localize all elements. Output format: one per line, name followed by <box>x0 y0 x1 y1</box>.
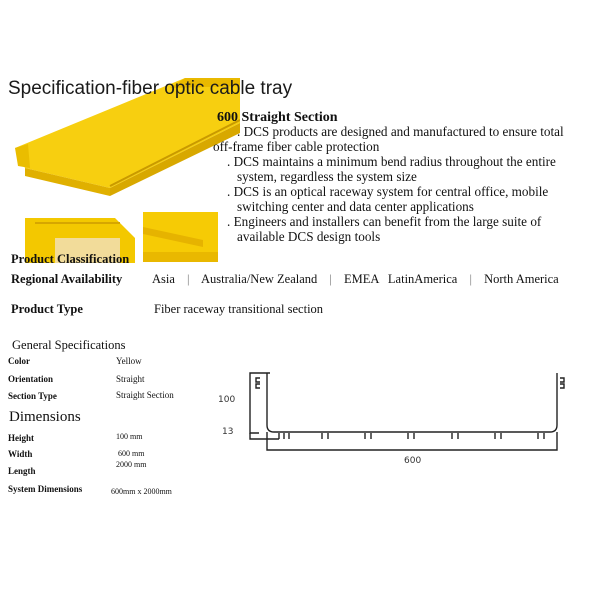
feature-item <box>213 214 598 244</box>
dim-value-width: 600 mm <box>118 449 145 458</box>
separator: | <box>329 272 332 286</box>
cable-tray-detail-image <box>143 212 218 262</box>
region-latin-america: LatinAmerica <box>387 272 458 286</box>
feature-text: . DCS is an optical raceway system for central office, mobile <box>227 184 549 199</box>
feature-text: system, regardless the system size <box>237 169 417 184</box>
spec-value-color: Yellow <box>116 356 142 366</box>
spec-label-orientation: Orientation <box>8 374 53 384</box>
product-type-label: Product Type <box>11 302 83 316</box>
dim-label-height: Height <box>8 433 34 443</box>
dimensions-heading: Dimensions <box>9 409 81 425</box>
spec-value-orientation: Straight <box>116 374 145 384</box>
dim-value-height: 100 mm <box>116 432 143 441</box>
base-dimension-label: 13 <box>222 427 234 437</box>
feature-list <box>213 124 598 244</box>
tray-cross-section-diagram <box>212 370 597 470</box>
section-heading: 600 Straight Section <box>217 110 338 125</box>
dim-label-length: Length <box>8 466 36 476</box>
spec-label-color: Color <box>8 356 30 366</box>
feature-text: off-frame fiber cable protection <box>213 139 380 154</box>
general-specifications-heading: General Specifications <box>12 338 126 352</box>
region-emea: EMEA <box>344 272 379 286</box>
regional-availability-label: Regional Availability <box>11 272 123 286</box>
width-dimension-label: 600 <box>404 456 422 466</box>
feature-text: . DCS maintains a minimum bend radius throughout the entire <box>227 154 556 169</box>
dim-value-system: 600mm x 2000mm <box>111 487 172 496</box>
separator: | <box>187 272 190 286</box>
feature-text: switching center and data center applications <box>237 199 474 214</box>
feature-item <box>213 154 598 184</box>
height-dimension-label: 100 <box>218 395 236 405</box>
product-type-value: Fiber raceway transitional section <box>154 302 324 316</box>
dim-label-system: System Dimensions <box>8 484 83 494</box>
region-north-america: North America <box>484 272 559 286</box>
spec-value-section-type: Straight Section <box>116 390 174 400</box>
regional-availability-values <box>152 272 559 287</box>
spec-label-section-type: Section Type <box>8 391 57 401</box>
page-title: Specification-fiber optic cable tray <box>8 78 293 99</box>
region-asia: Asia <box>152 272 175 286</box>
feature-item <box>213 124 598 154</box>
dim-value-length: 2000 mm <box>116 460 147 469</box>
product-classification-heading: Product Classification <box>11 252 130 266</box>
feature-text: . DCS products are designed and manufactured to ensure total <box>237 124 564 139</box>
region-australia-nz: Australia/New Zealand <box>201 272 318 286</box>
feature-item <box>213 184 598 214</box>
feature-text: . Engineers and installers can benefit from the large suite of <box>227 214 542 229</box>
dim-label-width: Width <box>8 449 33 459</box>
separator: | <box>469 272 472 286</box>
base-clips <box>279 433 544 439</box>
feature-text: available DCS design tools <box>237 229 381 244</box>
